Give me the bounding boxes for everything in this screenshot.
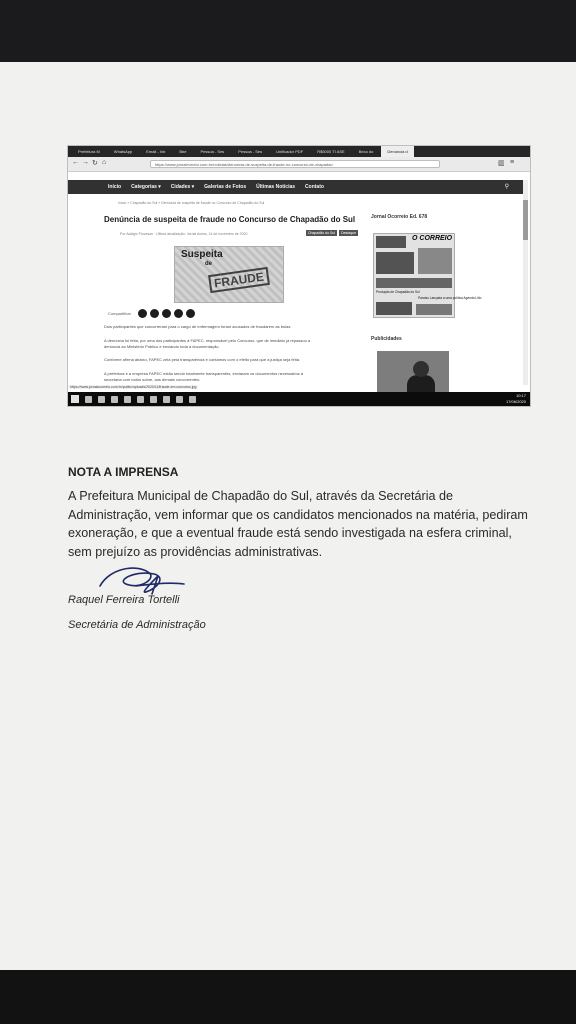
search-icon[interactable] (85, 396, 92, 403)
browser-icon[interactable] (124, 396, 131, 403)
tag-badge[interactable]: Chapadão do Sul (308, 231, 336, 235)
twitter-icon[interactable] (150, 309, 159, 318)
browser-tab[interactable]: R$5000 TI ASE (317, 149, 345, 154)
article-paragraph: Conforme afirma abaixo, FAPEC zela pela transparência e contamos com o efeito para que a justiça seja feita. (104, 357, 301, 362)
nav-item-inicio[interactable]: Início (108, 184, 122, 190)
cover-photo (376, 302, 412, 315)
home-icon[interactable]: ⌂ (102, 159, 107, 166)
app-icon[interactable] (176, 396, 183, 403)
browser-tab[interactable]: Bbe (179, 149, 187, 154)
app-icon[interactable] (150, 396, 157, 403)
nav-item-galerias[interactable]: Galerias de Fotos (204, 184, 247, 190)
image-stamp: FRAUDE (208, 267, 270, 293)
article-image (174, 246, 284, 303)
nav-item-ultimas[interactable]: Últimas Notícias (256, 184, 296, 190)
app-icon[interactable] (189, 396, 196, 403)
cover-caption: Paraíso Lançada a uma política Agenda Lítio (418, 296, 482, 300)
article-paragraph: secretaria com todos sobre, aos demais concorrentes. (104, 377, 201, 382)
article-paragraph: A denúncia foi feita, por uma dos participantes à FAPEC, responsável pelo Concurso, que de imediato já repassou a (104, 338, 311, 343)
explorer-icon[interactable] (111, 396, 118, 403)
browser-tab[interactable]: Prefeitura M (78, 149, 100, 154)
cover-photo (376, 278, 452, 288)
cover-photo (416, 304, 452, 315)
start-icon[interactable] (71, 395, 79, 403)
print-icon[interactable] (186, 309, 195, 318)
site-navbar (68, 180, 523, 194)
task-view-icon[interactable] (98, 396, 105, 403)
windows-taskbar (68, 392, 530, 406)
background-top (0, 0, 576, 66)
url-field[interactable]: https://www.jornaleorreio.com.br/noticias/denuncia-de-suspeita-de-fraude-no-concurso-de-chapadao (150, 160, 440, 168)
article-meta: Por Adalgiz Piovesan · Última atualização: Jornal Acess, 14 de novembro de 2020 (120, 232, 248, 236)
newspaper-cover[interactable] (373, 233, 482, 318)
clock-time: 10:17 (515, 393, 526, 398)
library-icon[interactable]: ▥ (498, 160, 505, 167)
facebook-icon[interactable] (138, 309, 147, 318)
browser-tab[interactable]: Pessoa - Ses (238, 149, 263, 154)
cover-caption: Produção de Chapadão do Sul (376, 290, 420, 294)
search-icon[interactable]: ⚲ (504, 184, 509, 190)
ad-person-head (413, 361, 429, 377)
taskbar-clock[interactable] (506, 393, 526, 405)
nav-item-contato[interactable]: Contato (305, 184, 324, 190)
email-icon[interactable] (174, 309, 183, 318)
app-icon[interactable] (163, 396, 170, 403)
article-paragraph: denúncia ao Ministério Público e enviando toda a documentação. (104, 344, 220, 349)
share-bar (108, 309, 195, 318)
cover-photo (418, 248, 452, 274)
share-label: Compartilhar (108, 311, 131, 316)
sidebar-title: Jornal Ocorreio Ed. 678 (371, 214, 428, 220)
image-subtitle: de (205, 261, 213, 267)
clock-date: 17/06/2020 (505, 399, 526, 404)
reload-icon[interactable]: ↻ (92, 160, 98, 167)
scrollbar-thumb[interactable] (523, 200, 528, 240)
cover-photo (376, 252, 414, 274)
browser-tab[interactable]: WhatsApp (113, 149, 133, 154)
menu-icon[interactable]: ≡ (510, 159, 515, 166)
page-scrollbar[interactable] (523, 180, 528, 385)
signer-name: Raquel Ferreira Tortelli (68, 594, 180, 606)
back-arrow-icon[interactable]: ← (72, 159, 79, 166)
article-paragraph: Dois participantes que concorreram para o cargo de enfermagem foram acusados de fraudarem as bulas. (104, 324, 292, 329)
browser-tab[interactable]: Email - Inb (146, 149, 166, 154)
article-headline: Denúncia de suspeita de fraude no Concurso de Chapadão do Sul (104, 215, 356, 224)
newspaper-logo: O CORREIO (412, 235, 453, 242)
browser-address-bar (68, 157, 530, 172)
printed-screenshot (67, 145, 531, 407)
forward-arrow-icon[interactable]: → (82, 159, 89, 166)
whatsapp-icon[interactable] (162, 309, 171, 318)
browser-tab[interactable]: Unificador PDF (276, 149, 304, 154)
app-icon[interactable] (137, 396, 144, 403)
ads-title: Publicidades (371, 336, 402, 342)
article-tags (306, 230, 358, 236)
article-paragraph: A prefeitura e a empresa FAPEC estão sendo totalmente transparentes, enviaram os documentos necessários à (104, 371, 303, 376)
tag-badge[interactable]: Destaque (341, 231, 357, 235)
background-bottom (0, 968, 576, 1024)
note-title: NOTA A IMPRENSA (68, 465, 179, 479)
status-url: https://www.jornalocorreio.com.br/public/uploads/2020/11/fraude-em-concurso.jpg (70, 385, 197, 389)
nav-item-cidades[interactable]: Cidades ▾ (170, 184, 195, 190)
browser-tab[interactable]: Beco do (358, 149, 374, 154)
cover-photo (376, 236, 406, 248)
note-body: A Prefeitura Municipal de Chapadão do Sul, através da Secretária de Administração, vem informar que os candidatos mencionados na matéria, pediram exoneração, e que a eventual fraude está sendo investigada na esfera criminal, sem prejuízo as providências administrativas. (68, 489, 528, 559)
nav-item-categorias[interactable]: Categorias ▾ (131, 184, 161, 190)
browser-tabbar (68, 146, 530, 157)
browser-tab-active[interactable]: Denúncia d (381, 146, 413, 157)
breadcrumb: Início » Chapadão do Sul » Denúncia de suspeita de fraude no Concurso de Chapadão do Sul (118, 201, 265, 205)
image-title: Suspeita (181, 249, 223, 260)
signer-role: Secretária de Administração (68, 619, 206, 631)
browser-tab[interactable]: Pessoa - Ses (200, 149, 225, 154)
